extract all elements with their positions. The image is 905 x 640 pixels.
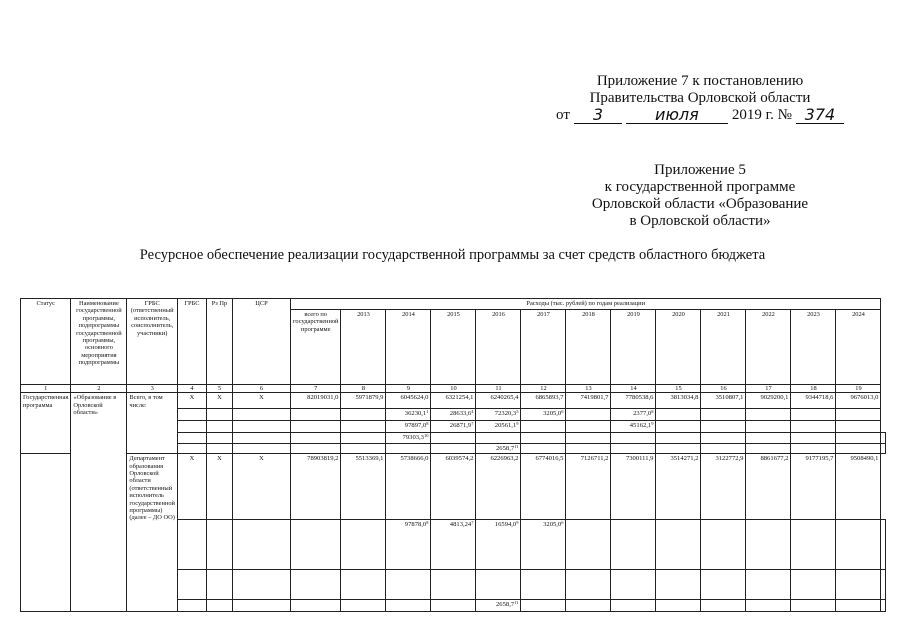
appendix-7-line2: Правительства Орловской области [589,90,811,106]
cell-value: 9676013,0 [836,393,881,409]
date-year: 2019 г. № [731,107,792,123]
header-year: 2017 [521,310,566,385]
appendix-5-line2: к государственной программе [604,179,796,195]
cell-program-name: «Образование в Орловской области» [71,393,127,612]
column-number: 15 [656,385,701,393]
cell-value: 79303,3$^{10}$ [386,433,431,443]
column-number: 17 [746,385,791,393]
column-number: 13 [566,385,611,393]
header-year: 2014 [386,310,431,385]
header-year: 2020 [656,310,701,385]
cell-value: 3205,0$^6$ [521,409,566,421]
header-name: Наименование государственной программы, подпрограммы государственной программы, основного мероприятия подпрограммы [71,299,127,385]
cell-value: 82019031,0 [290,393,341,409]
cell-value: 3813034,8 [656,393,701,409]
cell-value: 5738666,0 [386,454,431,520]
column-number: 11 [476,385,521,393]
cell-value: 97878,0$^8$ [386,520,431,570]
column-number: 8 [341,385,386,393]
cell-status-empty [21,454,71,612]
cell-value: 2658,7$^{11}$ [476,443,521,453]
cell-rzpr: Х [206,454,232,520]
column-number-row [21,385,886,393]
header-rzpr: Рз Пр [206,299,232,385]
column-number: 10 [431,385,476,393]
header-year: 2021 [701,310,746,385]
cell-value: 6774016,5 [521,454,566,520]
cell-grbs: Х [177,393,206,409]
cell-value: 16594,0$^9$ [476,520,521,570]
appendix-5-line4: в Орловской области» [629,213,771,229]
cell-csr: Х [232,393,290,409]
cell-value: 7300111,9 [611,454,656,520]
cell-value: 7419801,7 [566,393,611,409]
cell-rzpr: Х [206,393,232,409]
header-year: 2018 [566,310,611,385]
cell-value: 78903819,2 [290,454,341,520]
column-number: 1 [21,385,71,393]
column-number: 3 [127,385,178,393]
cell-value: 2377,0$^8$ [611,409,656,421]
cell-value: 3514271,2 [656,454,701,520]
column-number: 9 [386,385,431,393]
cell-value: 72320,3$^5$ [476,409,521,421]
cell-value: 6039574,2 [431,454,476,520]
header-year: 2019 [611,310,656,385]
header-total: всего по государственной программе [290,310,341,385]
cell-value: 6045624,0 [386,393,431,409]
cell-value: 8861677,2 [746,454,791,520]
cell-value: 20561,1$^9$ [476,421,521,433]
cell-value: 9508490,1 [836,454,881,520]
column-number: 2 [71,385,127,393]
date-month: июля [626,107,728,124]
cell-value: 3122772,9 [701,454,746,520]
column-number: 5 [206,385,232,393]
header-year: 2024 [836,310,881,385]
cell-value: 9344718,6 [791,393,836,409]
cell-value: 5513369,1 [341,454,386,520]
appendix-7-date [555,107,845,124]
cell-value: 3205,0$^6$ [521,520,566,570]
cell-value: 6226963,2 [476,454,521,520]
cell-value: 36230,1$^1$ [386,409,431,421]
header-csr: ЦСР [232,299,290,385]
cell-value: 5971879,9 [341,393,386,409]
header-year: 2015 [431,310,476,385]
cell-value: 7126711,2 [566,454,611,520]
cell-value: 26871,9$^7$ [431,421,476,433]
cell-value: 9029200,1 [746,393,791,409]
header-status: Статус [21,299,71,385]
cell-value: 9177195,7 [791,454,836,520]
appendix-7-block [555,73,845,124]
date-day: 3 [574,107,622,124]
header-expenses: Расходы (тыс. рублей) по годам реализации [290,299,881,310]
cell-value: 6240265,4 [476,393,521,409]
cell-value: 28633,6$^4$ [431,409,476,421]
appendix-5-block [560,162,840,230]
header-year: 2023 [791,310,836,385]
table-row-department [21,454,886,520]
column-number: 4 [177,385,206,393]
column-number: 18 [791,385,836,393]
header-year: 2022 [746,310,791,385]
cell-value: 6321254,1 [431,393,476,409]
column-number: 16 [701,385,746,393]
column-number: 12 [521,385,566,393]
date-prefix: от [556,107,570,123]
column-number: 14 [611,385,656,393]
cell-responsible: Всего, в том числе: [127,393,178,454]
header-grbs: ГРБС [177,299,206,385]
column-number: 6 [232,385,290,393]
cell-value: 7780538,6 [611,393,656,409]
appendix-5-line3: Орловской области «Образование [591,196,809,212]
document-title: Ресурсное обеспечение реализации государственной программы за счет средств областного бюджета [139,247,766,263]
cell-grbs: Х [177,454,206,520]
cell-value: 6865893,7 [521,393,566,409]
cell-value: 2658,7$^{11}$ [476,600,521,612]
cell-responsible: Департамент образования Орловской области (ответственный исполнитель государственной программы) (далее – ДО ОО) [127,454,178,612]
cell-status: Государственная программа [21,393,71,454]
column-number: 7 [290,385,341,393]
cell-value: 45162,1$^9$ [611,421,656,433]
column-number: 19 [836,385,881,393]
header-year: 2013 [341,310,386,385]
appendix-7-line1: Приложение 7 к постановлению [596,73,804,89]
appendix-5-line1: Приложение 5 [654,162,746,178]
date-number: 374 [796,107,844,124]
header-year: 2016 [476,310,521,385]
resource-table [20,298,886,612]
header-grbs-resp: ГРБС (ответственный исполнитель, соисполнитель, участники) [127,299,178,385]
table-row-program-total [21,393,886,409]
cell-value: 4813,24$^7$ [431,520,476,570]
cell-csr: Х [232,454,290,520]
cell-value: 97897,0$^8$ [386,421,431,433]
cell-value: 3510807,1 [701,393,746,409]
